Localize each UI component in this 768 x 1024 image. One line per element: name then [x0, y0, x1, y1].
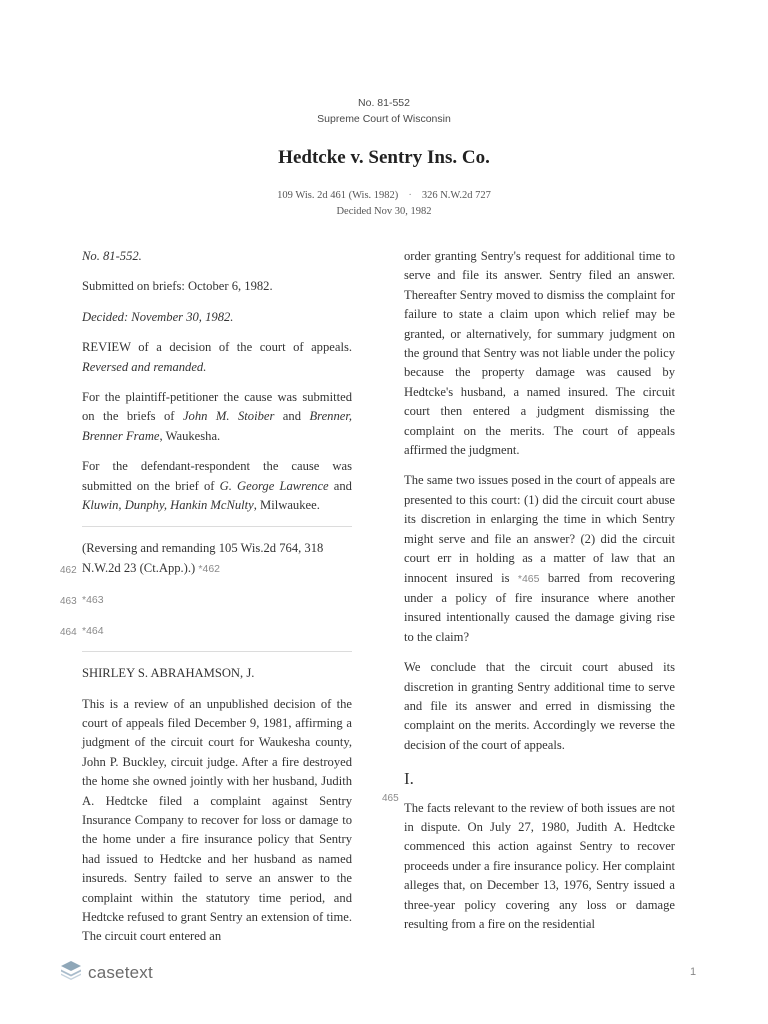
casetext-wordmark: casetext [88, 962, 153, 982]
page-marker-465: *465 [517, 572, 540, 585]
citation-separator: · [408, 190, 412, 201]
right-column [382, 247, 675, 945]
page-number: 1 [690, 966, 697, 978]
opinion-paragraph-2: order granting Sentry's request for additional time to serve and file its answer. Sentry filed an answer. Thereafter Sentry moved to dismiss the complaint for failure to state a claim upon which relief may be granted, or alternatively, for summary judgment on the ground that Sentry was not liable under the policy because the property damage was caused by Hedtcke's husband, a named insured. The circuit court then entered a judgment dismissing the complaint on the merits. The court of appeals affirmed the judgment. [404, 249, 675, 458]
page-marker-464: *464 [82, 624, 104, 637]
decided-date: Decided Nov 30, 1982 [336, 206, 432, 217]
review-paragraph: REVIEW of a decision of the court of appeals. Reversed and remanded. [82, 340, 352, 374]
section-heading: I. [404, 769, 414, 789]
page-marker-463: *463 [82, 594, 104, 607]
case-title: Hedtcke v. Sentry Ins. Co. [278, 147, 490, 168]
opinion-author: SHIRLEY S. ABRAHAMSON, J. [82, 666, 255, 681]
facts-paragraph: The facts relevant to the review of both issues are not in dispute. On July 27, 1980, Judith A. Hedtcke commenced this action against Sentry to recover proceeds under a fire insurance policy. Her complaint alleges that, on December 13, 1976, Sentry issued a three-year policy covering any loss or damage resulting from a fire on the residential [404, 800, 675, 931]
page-break-464 [60, 621, 352, 641]
divider [82, 651, 352, 652]
casetext-logo[interactable] [60, 960, 153, 985]
submitted-line: Submitted on briefs: October 6, 1982. [82, 279, 273, 294]
divider [82, 526, 352, 527]
casetext-layers-icon [60, 960, 82, 985]
gutter-page-464: 464 [60, 626, 77, 638]
court-name: Supreme Court of Wisconsin [317, 113, 451, 125]
defendant-counsel-paragraph: For the defendant-respondent the cause was submitted on the brief of G. George Lawrence and Kluwin, Dunphy, Hankin McNulty, Milwaukee. [82, 459, 352, 513]
gutter-page-462: 462 [60, 565, 77, 577]
conclusion-paragraph: We conclude that the circuit court abused its discretion in granting Sentry additional time to serve and file its answer and erred in dismissing the complaint on the merits. Accordingly we reverse the decision of the court of appeals. [404, 660, 675, 752]
left-column [60, 247, 353, 958]
citation-line [0, 190, 768, 201]
plaintiff-counsel-paragraph: For the plaintiff-petitioner the cause was submitted on the briefs of John M. Stoiber and Brenner, Brenner Frame, Waukesha. [82, 390, 353, 443]
page-break-463 [60, 590, 352, 610]
docket-number: No. 81-552 [358, 97, 410, 109]
page-marker-462: *462 [198, 562, 220, 575]
gutter-page-463: 463 [60, 596, 77, 608]
decided-line: Decided: November 30, 1982. [82, 309, 234, 324]
citation-reporter-1: 109 Wis. 2d 461 (Wis. 1982) [277, 190, 399, 201]
docket-line: No. 81-552. [82, 249, 142, 263]
issues-paragraph: 465 The same two issues posed in the court of appeals are presented to this court: (1) did the circuit court abuse its discretion in enlarging the time in which Sentry might serve and file an answer? (2) did the circuit court err in holding as a matter of law that an innocent insured is *465 barred from recovering under a policy of fire insurance where another insured intentionally caused the damage giving rise to the claim? [404, 471, 675, 647]
opinion-paragraph-1: This is a review of an unpublished decision of the court of appeals filed December 9, 1981, affirming a judgment of the circuit court for Waukesha county, John P. Buckley, circuit judge. After a fire destroyed the home she owned jointly with her husband, Judith A. Hedtcke filed a complaint against Sentry Insurance Company to recover for loss or damage to the home under a fire insurance policy that Sentry had issued to Hedtcke and her husband as named insureds. Sentry failed to serve an answer to the complaint within the statutory time period, and Hedtcke refused to grant Sentry an extension of time. The circuit court entered an [82, 696, 352, 944]
reversing-note: 462 (Reversing and remanding 105 Wis.2d 764, 318 N.W.2d 23 (Ct.App.).) *462 [82, 539, 352, 579]
citation-reporter-2: 326 N.W.2d 727 [421, 190, 491, 201]
gutter-page-465: 465 [382, 793, 399, 805]
